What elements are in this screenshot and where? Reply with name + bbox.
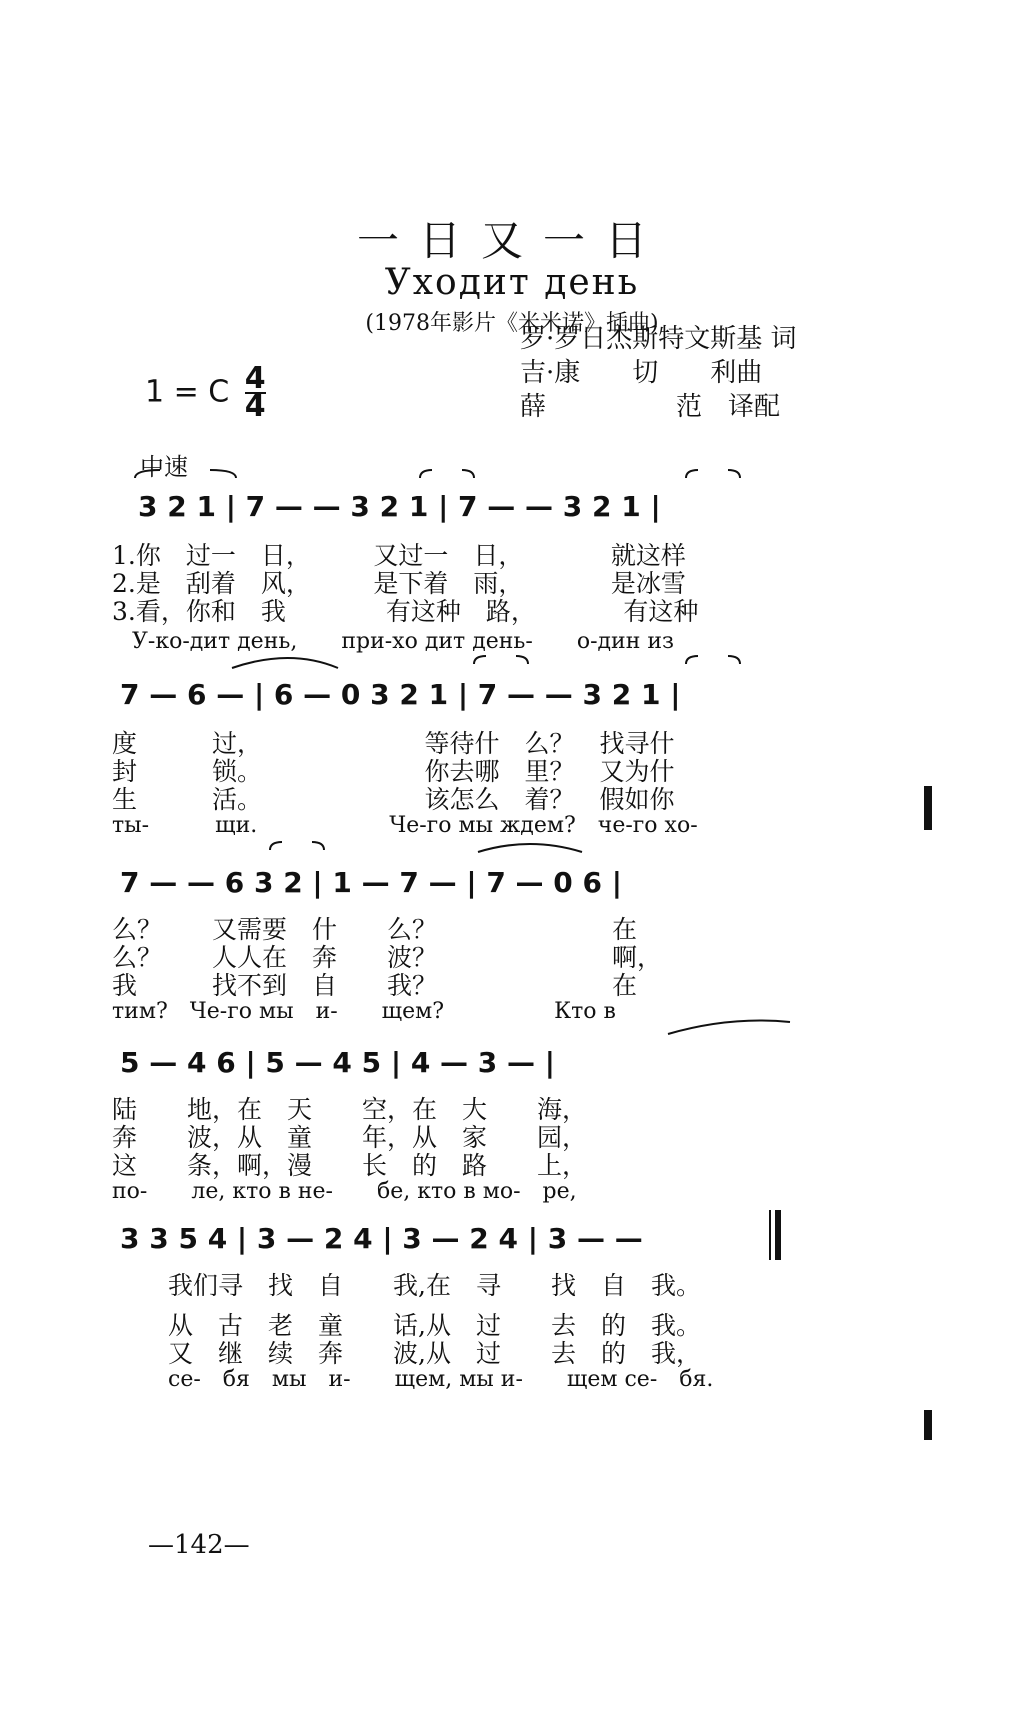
lyrics-row-5-verse-1: 我们寻 找 自 我,在 寻 找 自 我。	[168, 1271, 701, 1300]
lyrics-row-2-verse-2: 封 锁。 你去哪 里？ 又为什	[112, 757, 675, 786]
lyrics-row-3-russian: тим? Че-го мы и- щем? Кто в	[112, 999, 616, 1024]
triplet-bracket	[686, 470, 740, 478]
slur	[232, 658, 338, 668]
notation-row-2: 7 — 6 — | 6 — 0 3 2 1 | 7 — — 3 2 1 |	[120, 678, 681, 711]
page-number: —142—	[148, 1530, 250, 1560]
lyrics-row-1-verse-3: 3.看，你和 我 有这种 路， 有这种	[112, 597, 699, 626]
song-title-russian: Уходит день	[384, 262, 640, 303]
time-signature-bottom: 4	[244, 389, 266, 424]
lyrics-row-1-russian: У-ко-дит день, при-хо дит день- о-дин из	[132, 629, 675, 654]
triplet-bracket	[135, 470, 236, 478]
triplet-brackets	[135, 470, 740, 850]
notation-row-3: 7 — — 6 3 2 | 1 — 7 — | 7 — 0 6 |	[120, 866, 622, 899]
key-label: 1 = C	[145, 374, 230, 410]
notation-row-1: 3 2 1 | 7 — — 3 2 1 | 7 — — 3 2 1 |	[138, 490, 661, 523]
lyrics-row-2-verse-3: 生 活。 该怎么 着？ 假如你	[112, 785, 675, 814]
slur	[668, 1021, 790, 1035]
lyrics-row-2-russian: ты- щи. Че-го мы ждем? че-го хо-	[112, 813, 698, 838]
lyrics-row-5-verse-3: 又 继 续 奔 波,从 过 去 的 我，	[168, 1339, 701, 1368]
lyrics-row-3-verse-2: 么？ 人人在 奔 波？ 啊，	[112, 943, 663, 972]
lyrics-row-4-russian: по- ле, кто в не- бе, кто в мо- ре,	[112, 1179, 577, 1204]
slur	[478, 844, 582, 852]
lyrics-row-3-verse-3: 我 找不到 自 我？ 在	[112, 971, 638, 1000]
notation-row-5: 3 3 5 4 | 3 — 2 4 | 3 — 2 4 | 3 — —	[120, 1222, 643, 1255]
triplet-bracket	[686, 656, 740, 664]
lyrics-row-1-verse-2: 2.是 刮着 风， 是下着 雨， 是冰雪	[112, 569, 686, 598]
lyrics-row-2-verse-1: 度 过， 等待什 么？ 找寻什	[112, 729, 675, 758]
lyrics-row-3-verse-1: 么？ 又需要 什 么？ 在	[112, 915, 638, 944]
credit-lyricist: 罗·罗日杰斯特文斯基 词	[520, 324, 797, 354]
triplet-bracket	[474, 656, 528, 664]
triplet-bracket	[270, 842, 324, 850]
lyrics-row-4-verse-1: 陆 地，在 天 空，在 大 海，	[112, 1095, 588, 1124]
tempo-marking: 中速	[140, 453, 188, 481]
credit-composer: 吉·康 切 利曲	[520, 358, 763, 388]
credit-translator: 薛 范 译配	[520, 392, 781, 422]
song-subtitle: (1978年影片《米米诺》插曲)	[365, 311, 659, 336]
song-title-chinese: 一日又一日	[356, 216, 667, 265]
slurs	[232, 658, 790, 1034]
notation-row-4: 5 — 4 6 | 5 — 4 5 | 4 — 3 — |	[120, 1046, 556, 1079]
lyrics-row-1-verse-1: 1.你 过一 日， 又过一 日， 就这样	[112, 541, 686, 570]
lyrics-row-4-verse-2: 奔 波，从 童 年，从 家 园，	[112, 1123, 588, 1152]
time-signature-top: 4	[244, 361, 266, 396]
lyrics-row-5-verse-2: 从 古 老 童 话,从 过 去 的 我。	[168, 1311, 701, 1340]
triplet-bracket	[420, 470, 474, 478]
lyrics-row-4-verse-3: 这 条，啊，漫 长 的 路 上，	[112, 1151, 588, 1180]
lyrics-row-5-russian: се- бя мы и- щем, мы и- щем се- бя.	[168, 1367, 714, 1392]
final-barline	[770, 1210, 778, 1260]
